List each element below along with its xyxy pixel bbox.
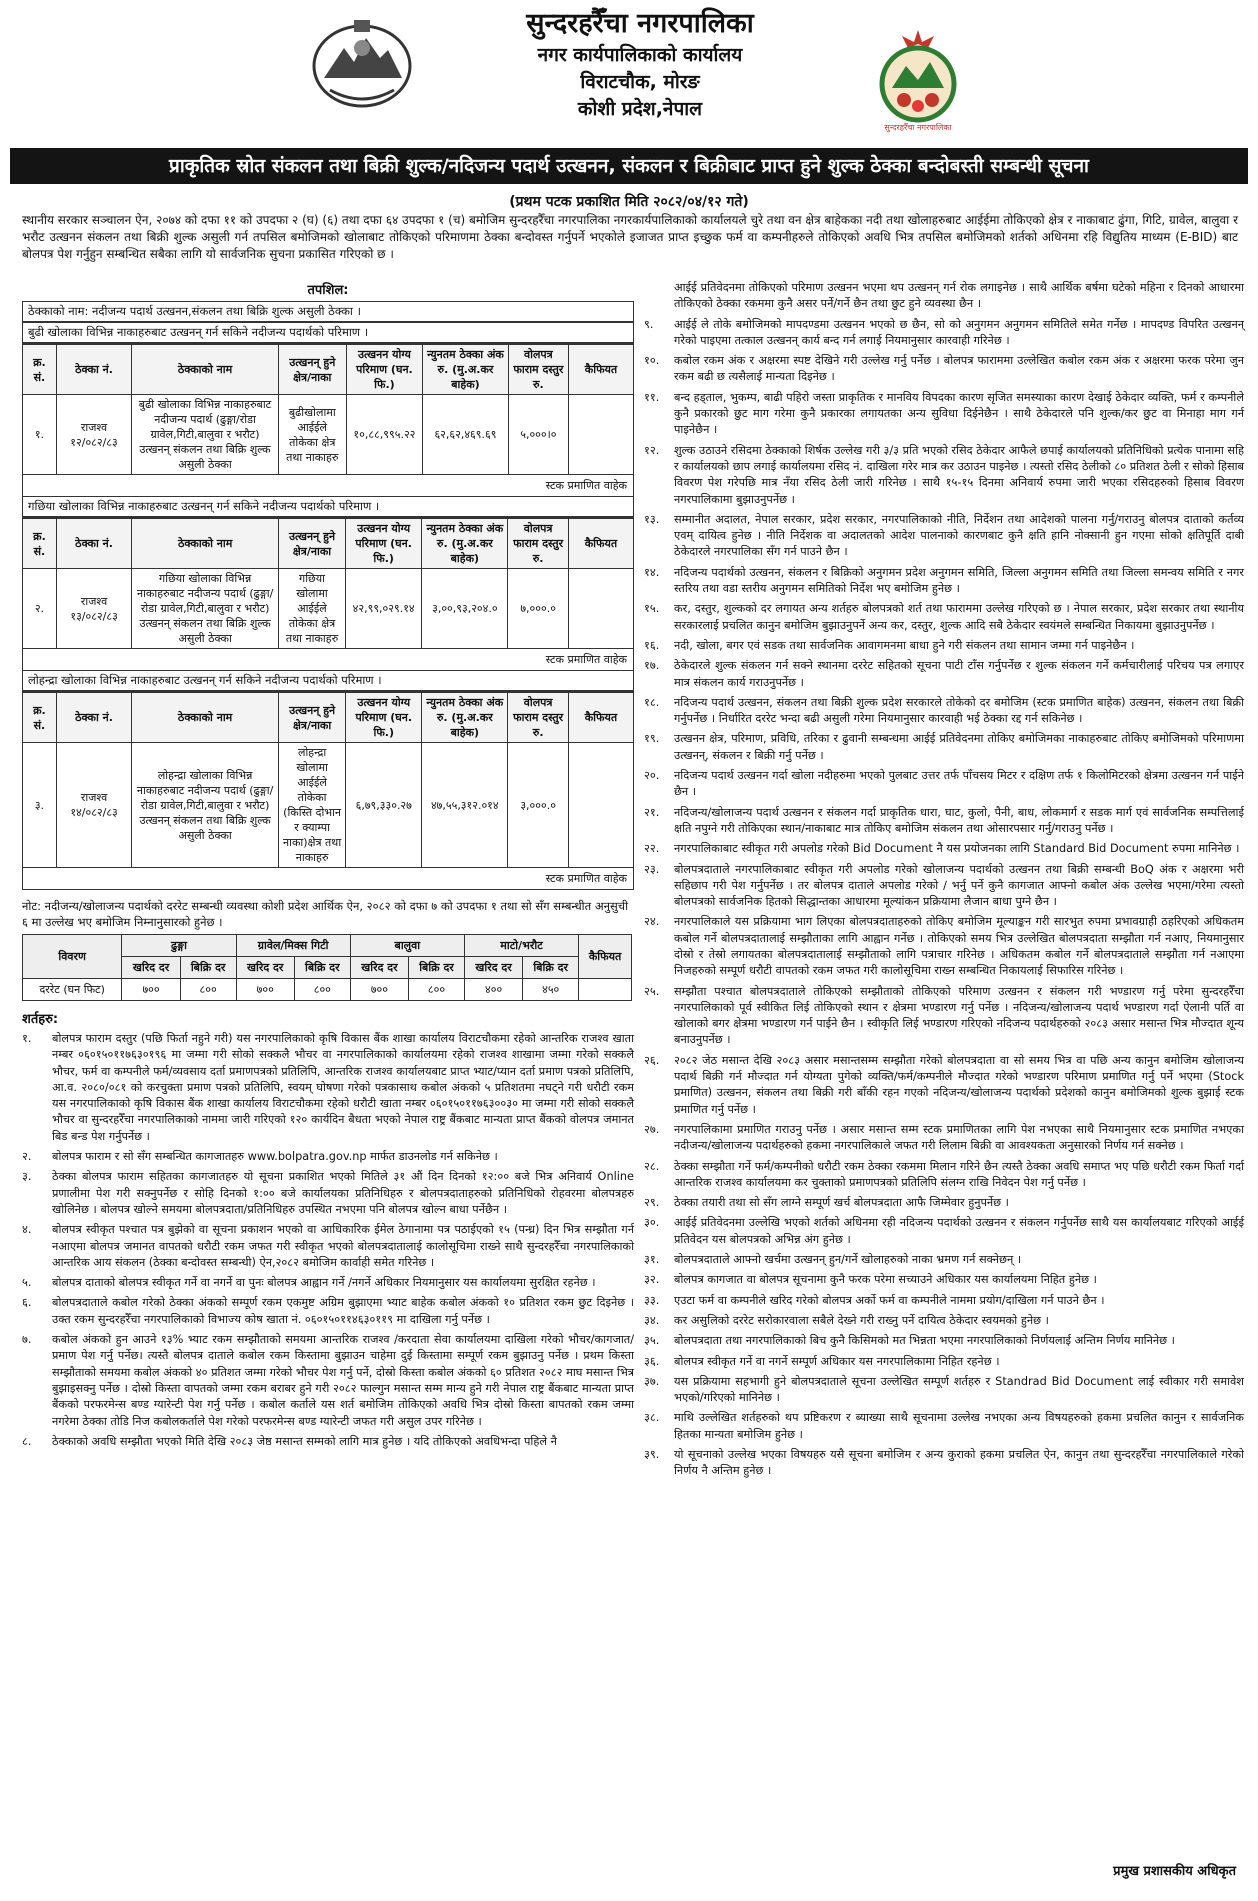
condition-item <box>644 512 1244 561</box>
table-row <box>23 743 634 868</box>
condition-number: १७. <box>644 659 660 673</box>
condition-number: २५. <box>644 984 660 998</box>
rate-row-label: दररेट (घन फिट) <box>23 979 122 1001</box>
rate-value: ७०० <box>350 979 408 1001</box>
table-header: उत्खनन योग्य परिमाण (घन. फि.) <box>346 345 422 395</box>
condition-text: २०८२ जेठ मसान्त देखि २०८३ असार मसान्तसम्म सम्झौता गरेको बोलपत्रदाता वा सो समय भित्र वा पछि अन्य कानुन बमोजिम खोलाजन्य पदार्थ बिक्री गर्न मौज्दात गर्न योग्यता पुगेको व्यक्ति/फर्म/कम्पनीले मौज्दात गरेको भण्डारण परिमाण प्रमाणित गर्नु पर्ने भएमा (Stock प्रमाणित) उत्खनन, संकलन तथा बिक्री गरी बाँकी रहन गएको नदिजन्य/खोलाजन्य पदार्थको प्रदेशको कानुन बमोजिमको शुल्क बुझाई स्टक प्रमाणित गर्नु पर्नेछ । <box>674 1053 1244 1116</box>
group-box <box>22 671 634 692</box>
conditions-heading: शर्तहरु: <box>22 1012 59 1027</box>
condition-text: बोलपत्रदाताले कबोल गरेको ठेक्का अंकको सम्पूर्ण रकम एकमुष्ट अग्रिम बुझाएमा भ्याट बाहेक कबोल अंकको १० प्रतिशत रकम छुट दिइनेछ ।उक्त रकम सुन्दरहरैँचा नगरपालिकाको विभाज्य कोष खाता नं. ०६०१५०११४६३०११९ मा दाखिला गर्नु पर्नेछ । <box>52 1296 634 1326</box>
table-header: क्र. सं. <box>23 693 57 743</box>
table-cell-no: राजश्व १३/०८२/८३ <box>56 569 131 649</box>
rate-buy: खरिद दर <box>236 957 294 979</box>
condition-item <box>644 1293 1244 1309</box>
rate-value: ७०० <box>236 979 294 1001</box>
condition-text: सम्झौता पश्चात बोलपत्रदाताले तोकिएको सम्झौताको तोकिएको परिमाण उत्खनन र संकलन गरी भण्डारण गर्नु परेमा सुन्दरहरैँचा नगरपालिकाको पूर्व स्वीकित लिई तोकिएको स्थान र क्षेत्रमा भण्डारण गर्नु पर्नेछ । नदिजन्य/खोलाजन्य पदार्थ भण्डारण गर्दा ऐलानी पर्ति वा खोलाको बगर क्षेत्रमा भण्डारण गर्न पाईने छैन । स्वीकृति लिई भण्डारण गरिएको नदिजन्य पदार्थहरुको २०८३ असार मसान्त भित्र मौज्दात शून्य बनाउनुपर्नेछ । <box>674 984 1244 1047</box>
condition-text: कबोल अंकको हुन आउने १३% भ्याट रकम सम्झौताको समयमा आन्तरिक राजश्व /करदाता सेवा कार्यालयमा दाखिला गरेको भौचर/कागजात/प्रमाण पेश गर्नु पर्नेछ। त्यस्तै बोलपत्र दाताले कबोल रकम किस्तामा बुझाउन चाहेमा दुई किस्तामा सम्पूर्ण रकम बुझाउनु पर्नेछ । प्रथम किस्ता सम्झौताको समयमा कबोल अंकको ४० प्रतिशत जम्मा गरेको भौचर पेश गर्नु पर्ने, दोस्रो किस्ता कबोल अंकको ६० प्रतिशत २०८२ माघ मसान्त भित्र बुझाइसक्नु पर्नेछ । दोस्रो किस्ता वापतको जम्मा रकम बराबर हुने गरी २०८२ फाल्गुन मसान्त सम्म मान्य हुने गरी नेपाल राष्ट्र बैंकबाट मान्यता प्राप्त बैंकको परफरमेन्स बण्ड ग्यारेन्टी पेश गर्नु पर्नेछ । कबोल कर्ताले यस शर्त बमोजिम तोकिएको अवधि भित्र दोस्रो किस्ता बापतको रकम जम्मा नगरेमा ठेक्का तोडि निज कबोलकर्ताले पेश गरेको परफरमेन्स बण्ड ग्यारेन्टी जफत गरी असुल उपर गरिनेछ । <box>52 1333 634 1428</box>
table-cell-min: ३,००,९३,२०४.० <box>422 569 508 649</box>
condition-number: ४. <box>22 1223 32 1237</box>
condition-number: ३९. <box>644 1448 660 1461</box>
condition-item <box>644 1195 1244 1211</box>
table-cell-remark <box>568 743 633 868</box>
table-cell-min: ६२,६२,४६९.६९ <box>423 395 509 475</box>
condition-text: नगरपालिकामा प्रमाणित गराउनु पर्नेछ । असार मसान्त सम्म स्टक प्रमाणितका लागि पेश नभएका साथै नियमानुसार स्टक प्रमाणित नभएका नदीजन्य/खोलाजन्य पदार्थहरुको हकमा नगरपालिकाले जफत गरी लिलाम बिक्री वा आवश्यकता अनुसारको निर्णय गर्न सक्नेछ । <box>674 1122 1244 1153</box>
province-name: कोशी प्रदेश,नेपाल <box>577 98 703 120</box>
condition-text: कर असुलिको दररेट सरोकारवाला सबैले देख्ने गरी राख्नु पर्ने दायित्व ठेकेदार स्वयमको हुनेछ । <box>674 1313 1049 1327</box>
condition-item <box>644 1272 1244 1288</box>
table-header: कैफियत <box>568 519 633 569</box>
table-cell-sn: १. <box>23 395 57 475</box>
condition-number: १४. <box>644 565 660 579</box>
condition-item <box>644 1410 1244 1443</box>
condition-number: ६. <box>22 1296 32 1310</box>
table-cell-qty: ४२,९९,०२९.१४ <box>345 569 421 649</box>
rate-col-vivaran: विवरण <box>23 935 122 979</box>
table-header: वोलपत्र फाराम दस्तुर रु. <box>508 345 568 395</box>
table-header: उत्खनन योग्य परिमाण (घन. फि.) <box>346 693 422 743</box>
condition-item <box>644 353 1244 386</box>
condition-text: बोलपत्र कागजात वा बोलपत्र सूचनामा कुनै फरक परेमा सच्याउने अधिकार यस कार्यालयमा निहित हुनेछ । <box>674 1273 1097 1287</box>
condition-text: नदिजन्य पदार्थ उत्खनन गर्दा खोला नदीहरुमा भएको पुलबाट उत्तर तर्फ पाँचसय मिटर र दक्षिण तर्फ १ किलोमिटरको क्षेत्रमा उत्खनन गर्न पाईने छैन । <box>674 769 1244 799</box>
condition-item <box>22 1222 634 1271</box>
nepal-government-emblem-icon <box>310 18 414 110</box>
condition-number: ३८. <box>644 1411 660 1425</box>
condition-text: कबोल रकम अंक र अक्षरमा स्पष्ट देखिने गरी उल्लेख गर्नु पर्नेछ । बोलपत्र फाराममा उल्लेखित कबोल रकम अंक र अक्षरमा फरक परेमा जुन रकम बढी छ त्यसैलाई मान्यता दिइनेछ । <box>674 354 1244 384</box>
table-cell-sn: २. <box>23 569 57 649</box>
rate-sell: बिक्रि दर <box>180 957 236 979</box>
table-header: ठेक्काको नाम <box>132 345 279 395</box>
condition-text: नगरपालिकाले यस प्रक्रियामा भाग लिएका बोलपत्रदाताहरुको तोकिए बमोजिम मूल्याङ्कन गरी सारभुत रुपमा प्रभावग्राही ठहरिएको अधिकतम कबोल गर्ने बोलपत्रदातालाई सम्झौताका लागि आह्वान गर्नेछ । तोकिएको समय भित्र उल्लेखित बोलपत्रदाता सम्झौता गर्न नआए, नियमानुसार दोस्रो र तेस्रो लगायतका बोलपत्रदातालाई सम्झौताको लागि पत्राचार गरिनेछ । अधिकतम कबोल गर्ने बोलपत्रदाताले सम्झौता गर्न नआएमा निजहरुको सम्पूर्ण धरौटी वापतको रकम जफत गरी कालोसूचिमा राख्न सम्बन्धित निकायलाई सिफारिस गरिनेछ । <box>674 915 1244 978</box>
condition-item <box>644 914 1244 979</box>
condition-text: एउटा फर्म वा कम्पनीले खरिद गरेको बोलपत्र अर्को फर्म वा कम्पनीले नाममा प्रयोग/दाखिला गर्न पाउने छैन । <box>674 1293 1105 1307</box>
table-cell-name: बुढी खोलाका विभिन्न नाकाहरुबाट नदीजन्य पदार्थ (ढुङ्गा/रोडा ग्रावेल,गिटी,बालुवा र भरौट) उत्खनन् संकलन तथा बिक्रि शुल्क असुली ठेक्का <box>132 395 279 475</box>
condition-item <box>644 565 1244 598</box>
condition-number: ३. <box>22 1170 32 1184</box>
condition-item <box>644 768 1244 801</box>
condition-item <box>22 1169 634 1218</box>
table-cell-name: लोहन्द्रा खोलाका विभिन्न नाकाहरुबाट नदीजन्य पदार्थ (ढुङ्गा/रोडा ग्रावेल,गिटी,बालुवा र भरौट) उत्खनन् संकलन तथा बिक्रि शुल्क असुली ठेक्का <box>132 743 279 868</box>
rate-value: ४५० <box>523 979 579 1001</box>
condition-item <box>644 841 1244 857</box>
table-header: उत्खनन् हुने क्षेत्र/नाका <box>278 693 345 743</box>
table-row <box>23 395 634 475</box>
condition-item <box>644 390 1244 439</box>
table-header: कैफियत <box>568 345 633 395</box>
condition-item <box>644 695 1244 728</box>
condition-text: ठेक्का बोलपत्र फाराम सहितका कागजातहरु यो सूचना प्रकाशित भएको मितिले ३१ औं दिन दिनको १२:०० बजे भित्र अनिवार्य Online प्रणालीमा पेश गरी सक्नुपर्नेछ र सोहि दिनको १:०० बजे कार्यालयका प्रतिनिधिहरु र बोलपत्रदाताहरुको प्रतिनिधिको रोहवरमा बोलपत्रहरु खोलिनेछ । बोलपत्र खोल्ने समयमा बोलपत्रदाता/प्रतिनिधिहरु उपस्थित नभएमा पनि बोलपत्र खोल्न बाधा पर्नेछैन । <box>52 1170 634 1216</box>
rate-col-kaifiyat: कैफियत <box>579 935 632 979</box>
group-heading: लोहन्द्रा खोलाका विभिन्न नाकाहरुबाट उत्खनन् गर्न सकिने नदीजन्य पदार्थको परिमाण । <box>23 671 633 691</box>
table-header: वोलपत्र फाराम दस्तुर रु. <box>508 693 569 743</box>
condition-item <box>644 280 1244 313</box>
condition-item <box>22 1295 634 1328</box>
condition-item <box>22 1031 634 1145</box>
svg-text:सुन्दरहरैँचा नगरपालिका: सुन्दरहरैँचा नगरपालिका <box>884 123 952 132</box>
table-cell-sn: ३. <box>23 743 57 868</box>
condition-text: नगरपालिकाबाट स्वीकृत गरी अपलोड गरेको Bid Document नै यस प्रयोजनका लागि Standard Bid Document रुपमा मानिनेछ । <box>674 842 1240 856</box>
rate-value: ७०० <box>122 979 180 1001</box>
condition-text: सम्मानीत अदालत, नेपाल सरकार, प्रदेश सरकार, नगरपालिकाको नीति, निर्देशन तथा आदेशको पालना गर्नु/गराउनु बोलपत्र दाताको कर्तव्य एवम् दायित्व हुनेछ । नीति निर्देशक वा अदालतको आदेश पालनाको कारणबाट कुनै क्षति हानि नोक्सानी हुन गएमा सोको क्षतिपूर्ति दाबी ठेकेदारले नगरपालिका सँग गर्न पाउने छैन । <box>674 512 1244 559</box>
condition-item <box>644 1354 1244 1370</box>
condition-text: उत्खनन क्षेत्र, परिमाण, प्रविधि, तरिका र ढुवानी सम्बन्धमा आईई प्रतिवेदनमा तोकिए बमोजिमका नाकाहरुबाट तोकिए बमोजिमको परिमाणमा उत्खनन्, संकलन र बिक्री गर्नु पर्नेछ । <box>674 732 1244 762</box>
stock-label: स्टक प्रमाणित वाहेक <box>22 475 634 497</box>
condition-number: ९. <box>644 317 654 331</box>
condition-text: यो सूचनाको उल्लेख भएका विषयहरु यसै सूचना बमोजिम र अन्य कुराको हकमा प्रचलित ऐन, कानुन तथा सुन्दरहरैँचा नगरपालिकाले गरेको निर्णय नै अन्तिम हुनेछ । <box>674 1448 1244 1478</box>
condition-text: आईई प्रतिवेदनमा तोकिएको परिमाण उत्खनन भएमा थप उत्खनन् गर्न रोक लगाइनेछ । साथै आर्थिक बर्षमा घटेको महिना र दिनको आधारमा तोकिएको ठेक्का रकममा कुनै असर पर्ने/गर्ने छैन तथा छुट हुने व्यवस्था छैन । <box>674 281 1244 311</box>
table-cell-qty: ६,७९,३३०.२७ <box>346 743 422 868</box>
condition-text: कर, दस्तुर, शुल्कको दर लगायत अन्य शर्तहरु बोलपत्रको शर्त तथा फाराममा उल्लेख गरिएको छ । नेपाल सरकार, प्रदेश सरकार तथा स्थानीय सरकारलाई प्रचलित कानुन बमोजिम बुझाउनुपर्ने अन्य कर, दस्तुर, शुल्क आदि सबै ठेकेदार स्वयंमले सम्बन्धित निकायमा बुझाउनुपर्नेछ । <box>674 602 1244 632</box>
condition-item <box>644 601 1244 634</box>
rate-sell: बिक्रि दर <box>409 957 465 979</box>
table-header: न्युनतम ठेक्का अंक रु. (मु.अ.कर बाहेक) <box>422 693 508 743</box>
group-table <box>22 344 634 475</box>
condition-text: माथि उल्लेखित शर्तहरुको थप प्रष्टिकरण र ब्याख्या साथै सूचनामा उल्लेख नभएका अन्य विषयहरुको हकमा प्रचलित कानुन र सार्वजनिक हितका मान्यता बमोजिम हुनेछ । <box>674 1411 1244 1441</box>
table-cell-min: ४७,५५,३१२.०१४ <box>422 743 508 868</box>
rate-material: माटो/भरौट <box>464 935 578 957</box>
condition-number: २८. <box>644 1159 660 1173</box>
condition-number: ८. <box>22 1434 32 1448</box>
table-header: ठेक्काको नाम <box>132 693 279 743</box>
condition-text: बोलपत्र स्वीकृत पश्चात पत्र बुझेको वा सूचना प्रकाशन भएको वा आधिकारिक ईमेल ठेगानामा पत्र पठाईएको १५ (पन्ध्र) दिन भित्र सम्झौता गर्न नआएमा बोलपत्र जमानत वापतको धरौटी रकम जफत गरी स्वीकृत भएको बोलपत्रदातालाई कालोसूचिमा राख्ने साथै सुन्दरहरैँचा नगरपालिकाको आन्तरिक आय संकलन (ठेक्का बन्दोवस्त सम्बन्धी) ऐन,२०८२ बमोजिम कार्वाही समेत गरिनेछ । <box>52 1223 634 1269</box>
schedule-groups <box>22 323 634 890</box>
conditions-left <box>22 1031 634 1450</box>
rate-value: ४०० <box>464 979 522 1001</box>
condition-item <box>644 638 1244 654</box>
condition-item <box>644 1122 1244 1155</box>
municipality-name: सुन्दरहरैँचा नगरपालिका <box>526 8 754 39</box>
condition-number: २०. <box>644 769 660 783</box>
condition-item <box>22 1332 634 1430</box>
rate-value: ८०० <box>409 979 465 1001</box>
condition-text: बोलपत्र फाराम दस्तुर (पछि फिर्ता नहुने गरी) यस नगरपालिकाको कृषि विकास बैंक शाखा कार्यालय विराटचौकमा रहेको आन्तरिक राजश्व खाता नम्बर ०६०१५०११७६३०१९६ मा जम्मा गरी सोको सक्कलै भौचर वा नगरपालिकाको कार्यालयमा रहेको राजश्व शाखामा जम्मा गरेको सक्कलै भौचर, फर्म वा कम्पनीले फर्म/व्यवसाय दर्ता प्रमाणपत्रको प्रतिलिपि, आन्तरिक राजश्व कार्यालयबाट प्राप्त भ्याट/प्यान दर्ता प्रमाण पत्रको प्रतिलिपि, आ.व. २०८०/०८१ को करचुक्ता प्रमाण पत्रको प्रतिलिपि, स्वयम् घोषणा गरेको पत्रकासाथ कबोल अंकको ५ प्रतिशतमा नघट्ने गरी धरौटी रकम यस नगरपालिकाको कृषि विकास बैंक शाखा कार्यालय विराटचौकमा रहेको धरौटी खाता नम्बर ०६०१५०११७६३००३० मा जम्मा गरी सोको सक्कलै भौचर वा सुन्दरहरैँचा नगरपालिकाको नाममा जारी गरिएको १२० कार्यदिन बैधता भएको नेपाल राष्ट्र बैंकबाट मान्यता प्राप्त बैंकको वोलपत्र जमानत बिड बन्ड पेश गर्नुपर्नेछ । <box>52 1032 634 1143</box>
condition-item <box>644 443 1244 508</box>
condition-number: १२. <box>644 443 660 457</box>
condition-text: बोलपत्र फाराम र सो सँग सम्बन्धित कागजातहरु www.bolpatra.gov.np मार्फत डाउनलोड गर्न सकिनेछ । <box>52 1150 498 1164</box>
table-header: न्युनतम ठेक्का अंक रु. (मु.अ.कर बाहेक) <box>423 345 509 395</box>
condition-item <box>644 1053 1244 1118</box>
rate-note: नोट: नदीजन्य/खोलाजन्य पदार्थको दररेट सम्बन्धी व्यवस्था कोशी प्रदेश आर्थिक ऐन, २०८२ को दफा ७ को उपदफा १ तथा सो सँग सम्बन्धीत अनुसुची ६ मा उल्लेख भए बमोजिम निम्नानुसारको हुनेछ । <box>22 899 629 929</box>
condition-number: ३०. <box>644 1216 660 1230</box>
condition-text: बोलपत्रदाताले नगरपालिकाबाट स्वीकृत गरी अपलोड गरेको खोलाजन्य पदार्थको उत्खनन तथा बिक्री सम्बन्धी BoQ अंक र अक्षरमा भरी सहिछाप गरी पेश गर्नुपर्नेछ । तर बोलपत्र दाताले अपलोड गरेको ∕ भर्नु पर्ने कुनै कागजात आफ्नो कबोल अंक उल्लेख भएमा/गरेमा त्यस्तो बोलपत्रको सार्वजनिक हितको सिद्धान्तका आधारमा मूल्यांकन प्रक्रियामा लैजान बाधा पुग्ने छैन । <box>674 862 1244 909</box>
rate-buy: खरिद दर <box>350 957 408 979</box>
condition-text: नदिजन्य/खोलाजन्य पदार्थ उत्खनन र संकलन गर्दा प्राकृतिक धारा, घाट, कुलो, पैनी, बाध, लोकमार्ग र सडक मार्ग एवं सार्वजनिक सम्पत्तिलाई क्षति नपुग्ने गरी तोकिएका स्थान/नाकाबाट मात्र तोकिए बमोजिम संकलन तथा ओसारपसार गर्नु/गराउनु पर्नेछ । <box>674 805 1244 835</box>
notice-title: प्राकृतिक स्रोत संकलन तथा बिक्री शुल्क/नदिजन्य पदार्थ उत्खनन, संकलन र बिक्रीबाट प्राप्त हुने शुल्क ठेक्का बन्दोबस्ती सम्बन्धी सूचना <box>10 148 1248 184</box>
condition-item <box>644 1447 1244 1480</box>
condition-number: २२. <box>644 842 660 856</box>
table-header: क्र. सं. <box>23 519 57 569</box>
condition-number: ३३. <box>644 1293 660 1307</box>
signature-title: प्रमुख प्रशासकीय अधिकृत <box>1113 1864 1236 1879</box>
schedule-title: तपशिल: <box>307 283 349 298</box>
condition-number <box>644 280 674 313</box>
municipality-logo-icon <box>870 28 966 136</box>
condition-item <box>644 1374 1244 1407</box>
condition-number: १८. <box>644 695 660 709</box>
condition-text: बन्द हड्ताल, भुकम्प, बाढी पहिरो जस्ता प्राकृतिक र मानविय विपदका कारण सृजित समस्याका कारण देखाई ठेकेदार व्यक्ति, फर्म र कम्पनीले कुनै प्रकारको छुट माग गरेमा कुनै प्रकारका लगायतका अन्य सुविधा दिईनेछैन । साथै ठेकेदारले पनि शुल्क/कर छुट वा मिनाहा माग गर्न पाइनेछैन । <box>674 390 1244 437</box>
table-header: ठेक्का नं. <box>56 693 131 743</box>
condition-item <box>644 1159 1244 1192</box>
contract-name: ठेक्काको नाम: नदीजन्य पदार्थ उत्खनन,संकलन तथा बिक्रि शुल्क असुली ठेक्का । <box>23 302 633 322</box>
table-header: ठेक्काको नाम <box>132 519 279 569</box>
table-header: ठेक्का नं. <box>56 345 131 395</box>
stock-label: स्टक प्रमाणित वाहेक <box>22 868 634 890</box>
condition-number: ७. <box>22 1333 32 1347</box>
table-cell-area: लोहन्द्रा खोलामा आईईले तोकेका (किस्ति दोभान र क्याम्पा नाका)क्षेत्र तथा नाकाहरु <box>278 743 345 868</box>
condition-number: १९. <box>644 732 660 746</box>
condition-number: ३४. <box>644 1313 660 1327</box>
table-row <box>23 569 634 649</box>
table-cell-fee: ७,०००.० <box>508 569 569 649</box>
rate-sell: बिक्रि दर <box>294 957 350 979</box>
condition-item <box>644 731 1244 764</box>
letterhead <box>0 0 1258 148</box>
condition-item <box>22 1434 634 1450</box>
condition-text: आईई ले तोके बमोजिमको मापदण्डमा उत्खनन भएको छ छैन, सो को अनुगमन अनुगमन समितिले समेत गर्नेछ । मापदण्ड विपरित उत्खनन् गरेको पाइएमा तत्काल उत्खनन् कार्य बन्द गर्न लगाई नियमानुसार कारवाही गरिनेछ । <box>674 317 1244 347</box>
table-cell-name: गछिया खोलाका विभिन्न नाकाहरुबाट नदीजन्य पदार्थ (ढुङ्गा/रोडा ग्रावेल,गिटी,बालुवा र भरौट) उत्खनन् संकलन तथा बिक्रि शुल्क असुली ठेक्का <box>132 569 279 649</box>
group-table <box>22 692 634 868</box>
table-header: ठेक्का नं. <box>56 519 131 569</box>
condition-text: ठेक्का सम्झौता गर्ने फर्म/कम्पनीको धरौटी रकम ठेक्का रकममा मिलान गरिने छैन त्यस्तै ठेक्का अवधि समाप्त भए पछि धरौटी रकम फिर्ता गर्दा आन्तरिक राजश्व कार्यालयमा कर चुक्ताको प्रमाणपत्रको प्रतिलिपि संलग्न राखि निवेदन पेश गर्नु पर्नेछ । <box>674 1159 1244 1189</box>
office-name: नगर कार्यपालिकाको कार्यालय <box>537 44 743 66</box>
condition-number: २१. <box>644 805 660 819</box>
condition-text: ठेक्काको अवधि सम्झौता भएको मिति देखि २०८३ जेष्ठ मसान्त सम्मको लागि मात्र हुनेछ । यदि तोकिएको अवधिभन्दा पहिले नै <box>52 1434 557 1448</box>
group-heading: गछिया खोलाका विभिन्न नाकाहरुबाट उत्खनन् गर्न सकिने नदीजन्य पदार्थको परिमाण । <box>23 497 633 517</box>
condition-number: २. <box>22 1150 32 1164</box>
condition-number: १०. <box>644 354 660 368</box>
condition-number: ११. <box>644 390 660 404</box>
table-cell-no: राजश्व १२/०८२/८३ <box>56 395 131 475</box>
condition-item <box>22 1149 634 1165</box>
table-cell-remark <box>568 569 633 649</box>
condition-text: ठेकेदारले शुल्क संकलन गर्न सक्ने स्थानमा दररेट सहितको सूचना पाटी टाँस गर्नुपर्नेछ र शुल्क संकलन गर्ने कर्मचारीलाई परिचय पत्र लगाएर मात्र संकलन कार्य गराउनुपर्नेछ । <box>674 659 1244 689</box>
table-header: क्र. सं. <box>23 345 57 395</box>
table-header: उत्खनन् हुने क्षेत्र/नाका <box>278 345 346 395</box>
condition-text: बोलपत्रदाता तथा नगरपालिकाको बिच कुनै किसिमको मत भिन्नता भएमा नगरपालिकाको निर्णयलाई अन्तिम निर्णय मानिनेछ । <box>674 1334 1175 1348</box>
condition-text: यस प्रक्रियामा सहभागी हुने बोलपत्रदाताले सूचना उल्लेखित सम्पूर्ण शर्तहरु र Standrad Bid Document लाई स्वीकार गरी समावेश भएको/गरिएको मानिनेछ । <box>674 1374 1244 1405</box>
table-cell-qty: १०,८८,९९५.२२ <box>346 395 422 475</box>
condition-number: ३२. <box>644 1273 660 1287</box>
rate-remark <box>579 979 632 1001</box>
condition-item <box>644 1333 1244 1349</box>
group-heading: बुढी खोलाका विभिन्न नाकाहरुबाट उत्खनन् गर्न सकिने नदीजन्य पदार्थको परिमाण । <box>23 323 633 343</box>
table-cell-no: राजश्व १४/०८२/८३ <box>56 743 131 868</box>
condition-number: १६. <box>644 638 660 652</box>
condition-text: बोलपत्र दाताको बोलपत्र स्वीकृत गर्ने वा नगर्ने वा पुनः बोलपत्र आह्वान गर्ने /नगर्ने अधिकार नियमानुसार यस कार्यालयमा सुरक्षित रहनेछ । <box>52 1276 596 1290</box>
condition-number: ३५. <box>644 1334 660 1348</box>
rate-value: ८०० <box>180 979 236 1001</box>
table-cell-area: बुढीखोलामा आईईले तोकेका क्षेत्र तथा नाकाहरु <box>278 395 346 475</box>
condition-number: १. <box>22 1032 32 1045</box>
publish-date: (प्रथम पटक प्रकाशित मिति २०८२/०४/१२ गते) <box>509 194 749 210</box>
table-cell-fee: ५,०००।० <box>508 395 568 475</box>
table-cell-area: गछिया खोलामा आईईले तोकेका क्षेत्र तथा नाकाहरु <box>279 569 346 649</box>
right-column <box>644 280 1244 1484</box>
table-cell-remark <box>568 395 633 475</box>
condition-text: शुल्क उठाउने रसिदमा ठेक्काको शिर्षक उल्लेख गरी ३/३ प्रति भएको रसिद ठेकेदार आफैले छपाई कार्यालयको प्रतिनिधिको प्रत्येक पानामा सहि र कार्यालयको छाप लगाई कार्यालयमा रसिद नं. दाखिला गरेर मात्र कर उठाउन पाइनेछ । त्यस्तो रसिद ठेलीको ८० प्रतिशत ठेली र सोको हिसाब विवरण पेश गरेपछि मात्र नँया रसिद ठेली जारी गरिनेछ । साथै १५-१५ दिनमा अनिवार्य रुपमा जारी भएका रसिदहरुको हिसाब विवरण नगरपालिकामा बुझाउनुपर्नेछ । <box>674 443 1244 506</box>
condition-text: नदिजन्य पदार्थ उत्खनन, संकलन तथा बिक्री शुल्क प्रदेश सरकारले तोकेको दर बमोजिम (स्टक प्रमाणित बाहेक) उत्खनन, संकलन तथा बिक्री गर्नुपर्नेछ । निर्धारित दररेट भन्दा बढी असुली गरेमा नियमानुसार कारवाही भई ठेक्का रद्द गर्न सकिनेछ । <box>674 695 1244 726</box>
condition-item <box>644 805 1244 838</box>
condition-text: ठेक्का तयारी तथा सो सँग लाग्ने सम्पूर्ण खर्च बोलपत्रदाता आफै जिम्मेवार हुनुपर्नेछ । <box>674 1196 1009 1210</box>
condition-item <box>644 984 1244 1049</box>
table-cell-fee: ३,०००.० <box>508 743 569 868</box>
stock-label: स्टक प्रमाणित वाहेक <box>22 649 634 671</box>
table-header: कैफियत <box>568 693 633 743</box>
schedule-box <box>22 301 634 323</box>
condition-item <box>644 1313 1244 1329</box>
left-column <box>22 280 634 1454</box>
conditions-right <box>644 280 1244 1480</box>
condition-number: २७. <box>644 1122 660 1136</box>
condition-number: ३१. <box>644 1253 660 1267</box>
table-header: न्युनतम ठेक्का अंक रु. (मु.अ.कर बाहेक) <box>422 519 508 569</box>
table-header: उत्खनन योग्य परिमाण (घन. फि.) <box>345 519 421 569</box>
intro-paragraph: स्थानीय सरकार सञ्चालन ऐन, २०७४ को दफा ११ को उपदफा २ (घ) (६) तथा दफा ६४ उपदफा १ (च) बमोजिम सुन्दरहरैँचा नगरपालिका नगरकार्यपालिकाको कार्यालयले चुरे तथा वन क्षेत्र बाहेकका नदी तथा खोलाहरुबाट आईईमा तोकिएको क्षेत्र र नाकाबाट ढुंगा, गिटि, ग्रावेल, बालुवा र भरौट उत्खनन संकलन तथा बिक्री शुल्क असुली गर्न तपसिल बमोजिमको खोलाबाट तोकिएको परिमाणमा ठेक्का बन्दोवस्त गर्नुपर्ने भएकोले इजाजत प्राप्त इच्छुक फर्म वा कम्पनीहरुले तोकिएको अवधि भित्र तपसिल बमोजिमको शर्तको अधिनमा रहि विद्युतिय माध्यम (E-BID) बाट बोलपत्र पेश गर्नुहुन सम्बन्धित सबैका लागि यो सार्वजनिक सुचना प्रकासित गरिएको छ । <box>22 213 1238 261</box>
table-header: उत्खनन् हुने क्षेत्र/नाका <box>279 519 346 569</box>
group-box <box>22 497 634 518</box>
condition-number: २४. <box>644 915 660 929</box>
rate-material: बालुवा <box>350 935 464 957</box>
condition-text: बोलपत्रदाताले आफ्नो खर्चमा उत्खनन् हुन/गर्ने खोलाहरुको नाका भ्रमण गर्न सक्नेछन् । <box>674 1253 1022 1267</box>
condition-item <box>644 317 1244 350</box>
condition-text: आईई प्रतिवेदनमा उल्लेखि भएको शर्तको अधिनमा रही नदिजन्य पदार्थको उत्खनन र संकलन गर्नुपर्नेछ साथै यस कार्यालयबाट गरिएको आईई प्रतिवेदन यस बोलपत्रको अभिन्न अंग हुनेछ । <box>674 1216 1244 1246</box>
condition-text: नदी, खोला, बगर एवं सडक तथा सार्वजनिक आवागमनमा बाधा हुने गरी संकलन तथा सामान जम्मा गर्न पाइनेछैन । <box>674 638 1135 652</box>
condition-number: ५. <box>22 1276 32 1290</box>
condition-number: ३६. <box>644 1354 660 1368</box>
rate-buy: खरिद दर <box>464 957 522 979</box>
group-table <box>22 518 634 649</box>
condition-number: १३. <box>644 512 660 526</box>
condition-item <box>22 1275 634 1291</box>
condition-text: नदिजन्य पदार्थको उत्खनन, संकलन र बिक्रिको अनुगमन प्रदेश अनुगमन समिति, जिल्ला अनुगमन समिति तथा जिल्ला समन्वय समिति र नगर स्तरिय तथा वडा स्तरीय अनुगमन समितिको निर्देश भए बमोजिम हुनेछ । <box>674 565 1244 596</box>
condition-number: ३७. <box>644 1374 660 1388</box>
condition-item <box>644 1215 1244 1248</box>
table-header: वोलपत्र फाराम दस्तुर रु. <box>508 519 569 569</box>
condition-item <box>644 1252 1244 1268</box>
rate-value: ८०० <box>294 979 350 1001</box>
rate-buy: खरिद दर <box>122 957 180 979</box>
rate-material: ग्रावेल/मिक्स गिटी <box>236 935 350 957</box>
office-location: विराटचौक, मोरङ <box>580 71 700 93</box>
condition-number: २९. <box>644 1196 660 1210</box>
rate-material: ढुङ्गा <box>122 935 236 957</box>
condition-item <box>644 658 1244 691</box>
rate-table <box>22 934 632 1001</box>
condition-number: १५. <box>644 602 660 616</box>
condition-text: बोलपत्र स्वीकृत गर्ने वा नगर्ने सम्पूर्ण अधिकार यस नगरपालिकामा निहित रहनेछ । <box>674 1354 1000 1368</box>
rate-sell: बिक्रि दर <box>523 957 579 979</box>
group-box <box>22 323 634 344</box>
condition-item <box>644 862 1244 911</box>
condition-number: २३. <box>644 862 660 876</box>
condition-number: २६. <box>644 1053 660 1067</box>
